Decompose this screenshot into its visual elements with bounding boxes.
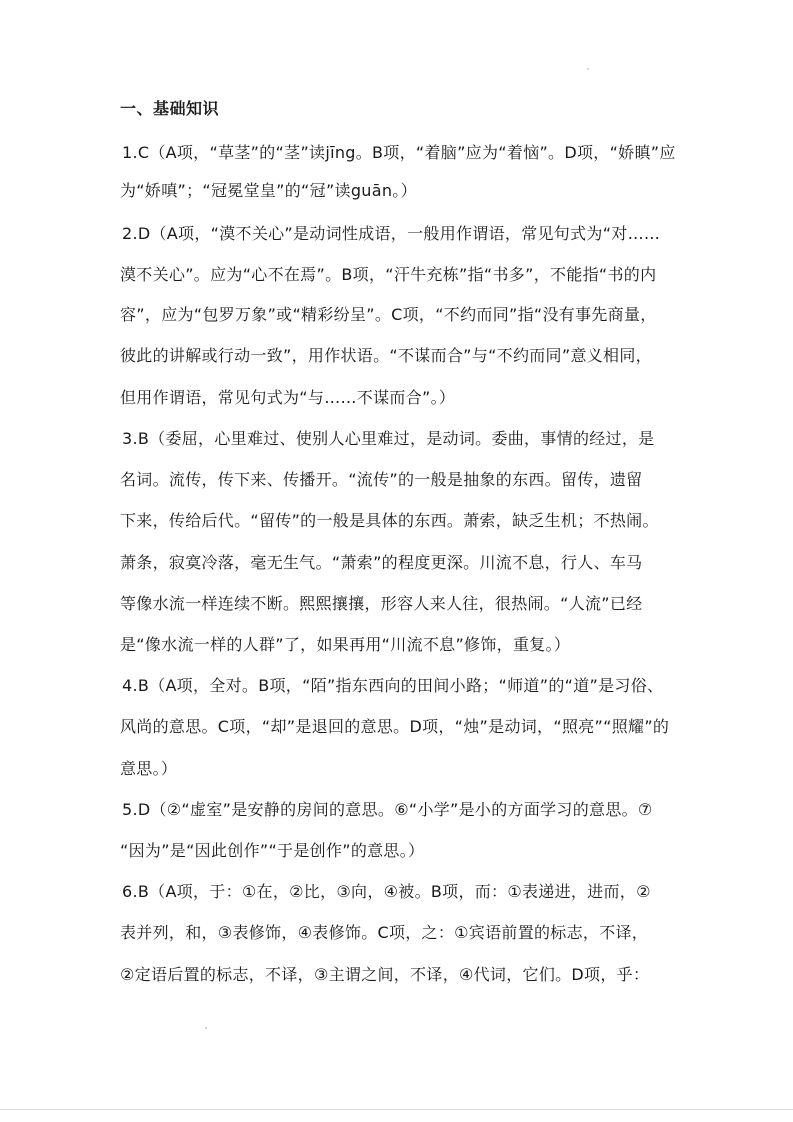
section-heading: 一、基础知识 xyxy=(120,99,220,118)
answer-1-line-2: 为“娇嗔”；“冠冕堂皇”的“冠”读guān。） xyxy=(120,181,417,200)
answer-3-line-1: 3.B（委屈，心里难过、使别人心里难过，是动词。委曲，事情的经过，是 xyxy=(122,429,655,448)
answer-3-line-6: 是“像水流一样的人群”了，如果再用“川流不息”修饰，重复。） xyxy=(120,635,571,654)
answer-2-line-4: 彼此的讲解或行动一致”，用作状语。“不谋而合”与“不约而同”意义相同， xyxy=(120,346,652,365)
answer-3-line-3: 下来，传给后代。“留传”的一般是具体的东西。萧索，缺乏生机；不热闹。 xyxy=(120,511,659,530)
answer-6-line-1: 6.B（A项，于：①在，②比，③向，④被。B项，而：①表递进，进而，② xyxy=(122,882,651,901)
answer-4-line-3: 意思。） xyxy=(120,759,178,778)
answer-4-line-2: 风尚的意思。C项，“却”是退回的意思。D项，“烛”是动词，“照亮”“照耀”的 xyxy=(120,717,670,736)
answer-5-line-2: “因为”是“因此创作”“于是创作”的意思。） xyxy=(120,841,425,860)
answer-1-line-1: 1.C（A项，“草茎”的“茎”读jīng。B项，“着脑”应为“着恼”。D项，“娇瞋”应 xyxy=(122,143,676,162)
answer-6-line-2: 表并列，和，③表修饰，④表修饰。C项，之：①宾语前置的标志，不译， xyxy=(120,923,649,942)
answer-2-line-5: 但用作谓语，常见句式为“与……不谋而合”。） xyxy=(120,388,456,407)
page-bottom-edge xyxy=(0,1109,793,1110)
answer-3-line-4: 萧条，寂寞冷落，毫无生气。“萧索”的程度更深。川流不息，行人、车马 xyxy=(120,553,643,572)
scan-speck xyxy=(587,68,589,70)
answer-2-line-3: 容”，应为“包罗万象”或“精彩纷呈”。C项，“不约而同”指“没有事先商量， xyxy=(120,305,657,324)
answer-2-line-1: 2.D（A项，“漠不关心”是动词性成语，一般用作谓语，常见句式为“对…… xyxy=(122,224,661,243)
answer-4-line-1: 4.B（A项，全对。B项，“陌”指东西向的田间小路；“师道”的“道”是习俗、 xyxy=(122,676,664,695)
scan-speck xyxy=(205,1027,207,1029)
answer-2-line-2: 漠不关心”。应为“心不在焉”。B项，“汗牛充栋”指“书多”，不能指“书的内 xyxy=(120,265,657,284)
answer-5-line-1: 5.D（②“虚室”是安静的房间的意思。⑥“小学”是小的方面学习的意思。⑦ xyxy=(122,800,653,819)
answer-3-line-2: 名词。流传，传下来、传播开。“流传”的一般是抽象的东西。留传，遗留 xyxy=(120,470,643,489)
answer-3-line-5: 等像水流一样连续不断。熙熙攘攘，形容人来人往，很热闹。“人流”已经 xyxy=(120,594,643,613)
answer-6-line-3: ②定语后置的标志，不译，③主谓之间，不译，④代词，它们。D项，乎： xyxy=(120,965,650,984)
